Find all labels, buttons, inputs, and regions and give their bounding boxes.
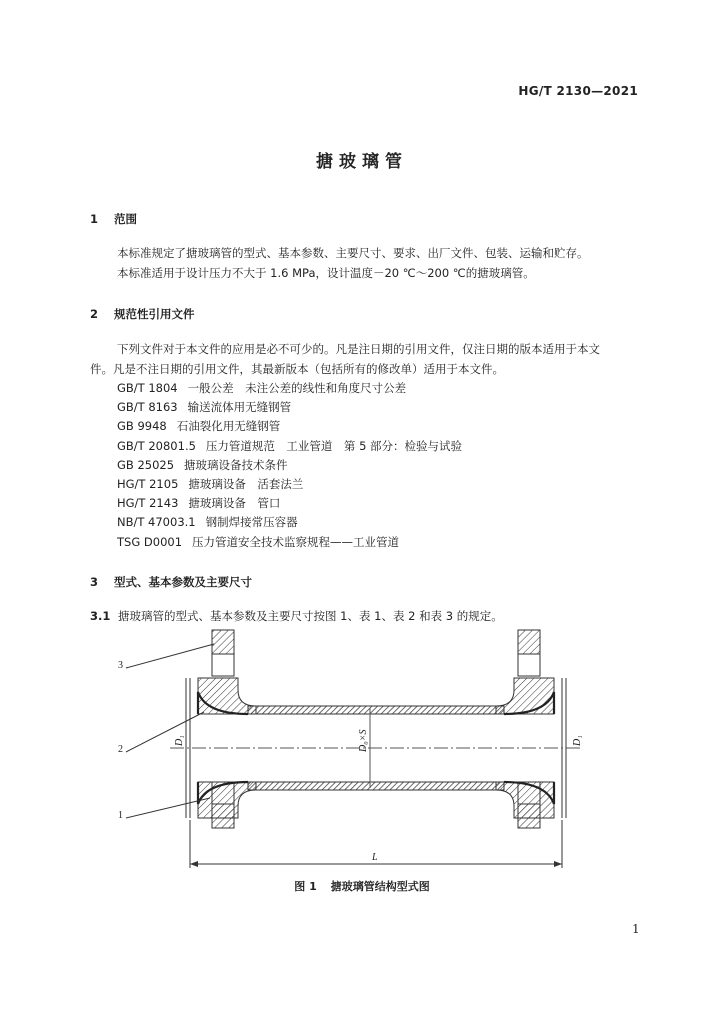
l-arrow-left bbox=[190, 861, 198, 867]
reference-item bbox=[117, 398, 462, 417]
reference-item bbox=[117, 456, 462, 475]
references-intro-line-1: 下列文件对于本文件的应用是必不可少的。凡是注日期的引用文件，仅注日期的版本适用于本文 bbox=[117, 342, 600, 356]
reference-title: 压力管道规范 工业管道 第 5 部分：检验与试验 bbox=[205, 438, 463, 453]
section-title: 型式、基本参数及主要尺寸 bbox=[114, 575, 252, 589]
section-number: 3 bbox=[90, 575, 99, 589]
document-title: 搪玻璃管 bbox=[316, 152, 408, 172]
left-top-loose-flange bbox=[212, 630, 234, 654]
reference-title: 搪玻璃设备技术条件 bbox=[184, 457, 288, 472]
page-number: 1 bbox=[632, 922, 640, 936]
clause-text: 搪玻璃管的型式、基本参数及主要尺寸按图 1、表 1、表 2 和表 3 的规定。 bbox=[118, 609, 503, 623]
reference-code: HG/T 2143 bbox=[117, 496, 179, 511]
section-title: 范围 bbox=[114, 212, 137, 226]
reference-item bbox=[117, 475, 462, 494]
reference-title: 钢制焊接常压容器 bbox=[205, 515, 298, 530]
reference-code: HG/T 2105 bbox=[117, 476, 179, 491]
callout-1-leader bbox=[126, 798, 210, 818]
l-label: L bbox=[372, 852, 378, 863]
reference-item bbox=[117, 417, 462, 436]
right-top-loose-flange bbox=[518, 630, 540, 654]
callout-2-leader bbox=[126, 712, 204, 752]
references-intro-line-2: 件。凡是不注日期的引用文件，其最新版本（包括所有的修改单）适用于本文件。 bbox=[90, 362, 504, 376]
left-top-bolt-zone bbox=[212, 654, 234, 676]
pipe-wall-top bbox=[248, 706, 504, 714]
reference-code: NB/T 47003.1 bbox=[117, 515, 196, 530]
reference-item bbox=[117, 513, 462, 532]
right-bottom-collar bbox=[496, 782, 554, 818]
pipe-structure-figure bbox=[110, 628, 590, 873]
reference-title: 石油裂化用无缝钢管 bbox=[176, 419, 281, 434]
scope-paragraph-1: 本标准规定了搪玻璃管的型式、基本参数、主要尺寸、要求、出厂文件、包装、运输和贮存。 bbox=[117, 246, 589, 260]
reference-item bbox=[117, 437, 462, 456]
callout-3: 3 bbox=[118, 660, 123, 671]
reference-code: GB 9948 bbox=[117, 419, 167, 434]
figure-number: 图 1 bbox=[294, 880, 317, 893]
left-bottom-collar bbox=[198, 782, 256, 818]
figure-caption bbox=[0, 878, 724, 894]
section-2-heading bbox=[90, 306, 195, 322]
clause-number: 3.1 bbox=[90, 609, 111, 623]
section-number: 2 bbox=[90, 307, 99, 321]
reference-title: 搪玻璃设备 管口 bbox=[188, 496, 281, 511]
reference-title: 搪玻璃设备 活套法兰 bbox=[188, 476, 304, 491]
callout-3-leader bbox=[126, 644, 214, 668]
reference-item bbox=[117, 494, 462, 513]
d1-right-label: D₁ bbox=[572, 735, 583, 746]
section-number: 1 bbox=[90, 212, 99, 226]
reference-item bbox=[117, 379, 462, 398]
dos-label: D₀×S bbox=[358, 729, 369, 752]
right-top-collar bbox=[496, 678, 554, 714]
reference-code: GB/T 1804 bbox=[117, 381, 178, 395]
reference-code: GB/T 20801.5 bbox=[117, 438, 196, 453]
reference-code: TSG D0001 bbox=[117, 534, 183, 549]
section-1-heading bbox=[90, 211, 137, 227]
reference-title: 一般公差 未注公差的线性和角度尺寸公差 bbox=[187, 381, 407, 395]
d1-left-label: D₁ bbox=[174, 735, 185, 746]
callout-1: 1 bbox=[118, 810, 123, 821]
section-title: 规范性引用文件 bbox=[114, 307, 195, 321]
callout-2: 2 bbox=[118, 744, 123, 755]
section-3-heading bbox=[90, 574, 252, 590]
clause-3-1 bbox=[90, 607, 503, 625]
reference-title: 输送流体用无缝钢管 bbox=[187, 400, 292, 415]
reference-code: GB/T 8163 bbox=[117, 400, 178, 415]
scope-paragraph-2: 本标准适用于设计压力不大于 1.6 MPa，设计温度－20 ℃～200 ℃的搪玻璃管。 bbox=[117, 266, 535, 280]
figure-title: 搪玻璃管结构型式图 bbox=[330, 880, 430, 893]
standard-code: HG/T 2130—2021 bbox=[518, 84, 638, 98]
right-top-bolt-zone bbox=[518, 654, 540, 676]
reference-code: GB 25025 bbox=[117, 457, 175, 472]
reference-item bbox=[117, 533, 462, 552]
reference-list bbox=[117, 379, 462, 552]
pipe-wall-bottom bbox=[248, 782, 504, 790]
reference-title: 压力管道安全技术监察规程——工业管道 bbox=[192, 534, 400, 549]
left-top-collar bbox=[198, 678, 256, 714]
l-arrow-right bbox=[554, 861, 562, 867]
